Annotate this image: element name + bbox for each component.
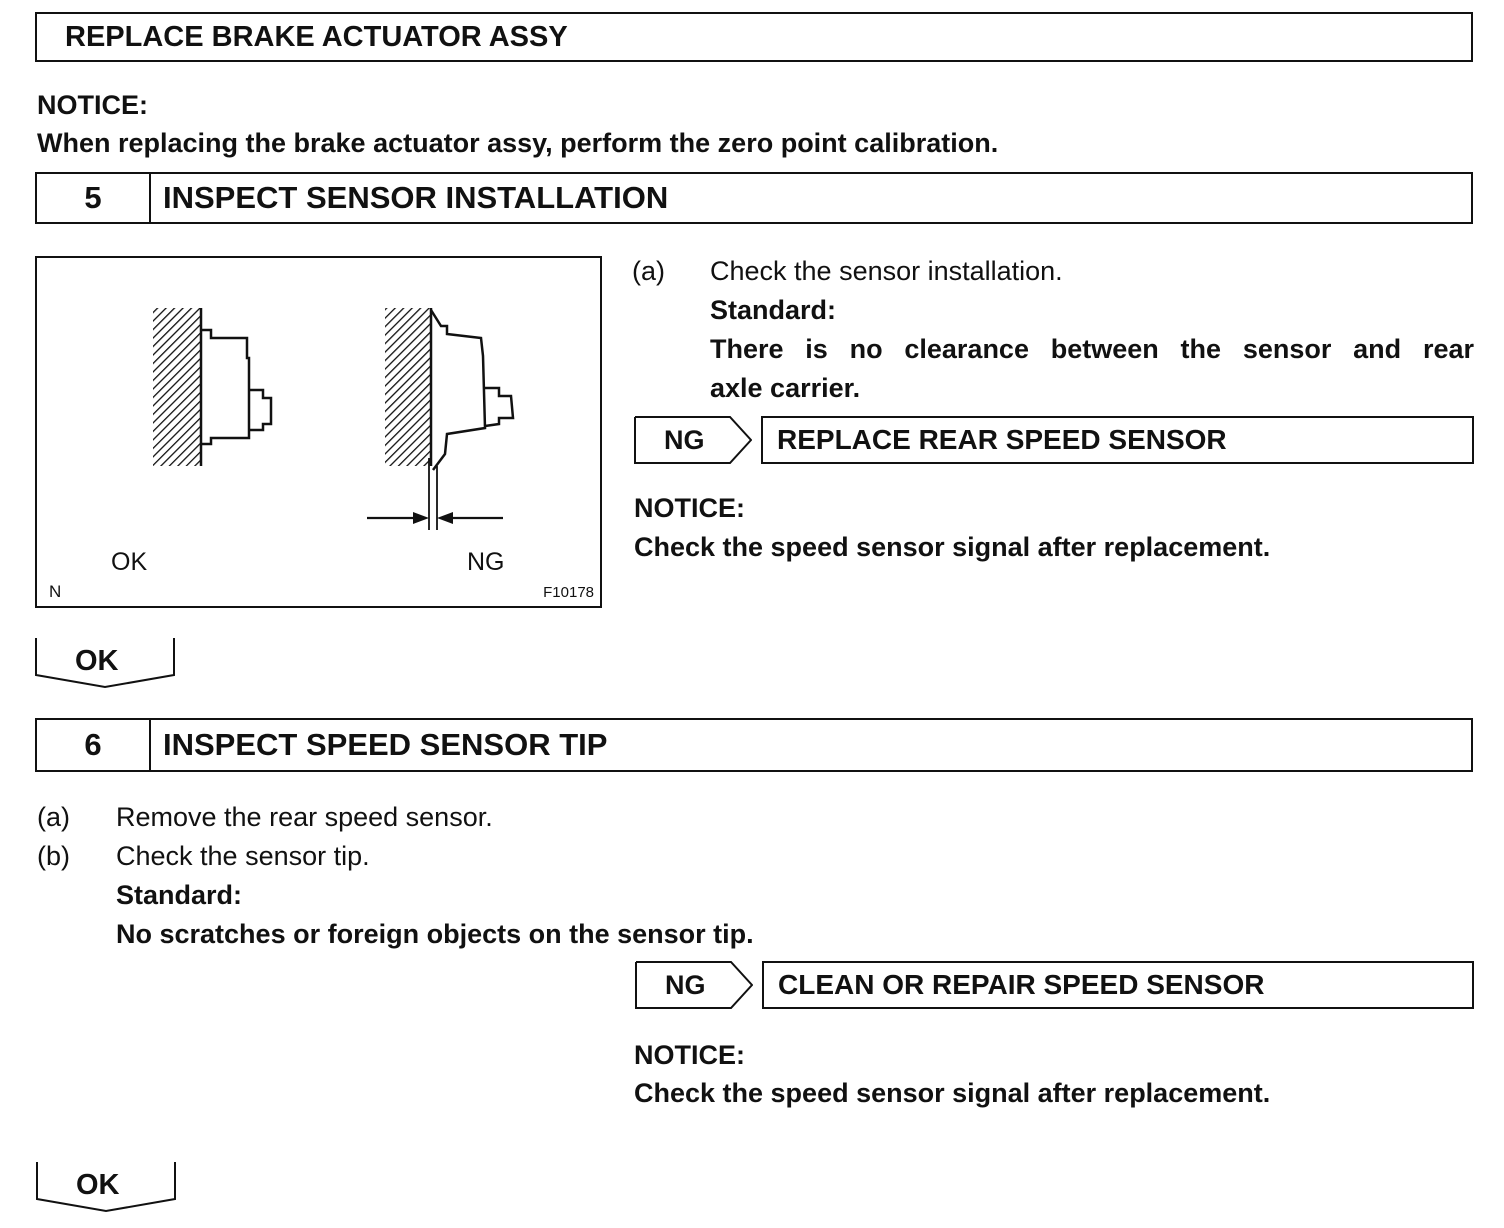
ng-result-box (761, 416, 1474, 464)
figure-corner-mark: N (49, 582, 62, 601)
figure-label-ok: OK (111, 548, 148, 576)
step6-standard-label: Standard: (116, 880, 243, 910)
step-title: INSPECT SENSOR INSTALLATION (163, 180, 669, 215)
ng-result-box (762, 961, 1474, 1009)
step6-standard-text: No scratches or foreign objects on the sensor tip. (116, 919, 754, 949)
figure-label-ng: NG (467, 548, 505, 576)
step-number: 6 (37, 720, 151, 770)
step6-item-a-text: Remove the rear speed sensor. (116, 802, 493, 832)
step6-notice-heading: NOTICE: (634, 1040, 745, 1070)
step5-notice-text: Check the speed sensor signal after replacement. (634, 532, 1271, 562)
sensor-installation-figure (35, 256, 602, 608)
step5-standard-line1: There is no clearance between the sensor and rear (710, 334, 1474, 364)
step5-ng-row (634, 416, 1474, 464)
step-number: 5 (37, 174, 151, 222)
ng-sensor-drawing (385, 308, 513, 530)
step6-notice-text: Check the speed sensor signal after replacement. (634, 1078, 1271, 1108)
step6-ok-tag (36, 1161, 176, 1213)
step-title: INSPECT SPEED SENSOR TIP (163, 727, 608, 762)
step6-ng-row (635, 961, 1474, 1009)
ok-sensor-drawing (153, 308, 271, 466)
section-title-box (35, 12, 1473, 62)
ng-tag (634, 416, 749, 464)
notice-text: When replacing the brake actuator assy, perform the zero point calibration. (37, 128, 999, 158)
section-title: REPLACE BRAKE ACTUATOR ASSY (65, 20, 568, 53)
ok-label: OK (75, 645, 119, 677)
step5-item-a-marker: (a) (632, 256, 665, 286)
ok-label: OK (76, 1169, 120, 1201)
step6-item-a-marker: (a) (37, 802, 70, 832)
step5-standard-label: Standard: (710, 295, 837, 325)
step-6-header (35, 718, 1473, 772)
notice-heading: NOTICE: (37, 90, 148, 120)
step-5-header (35, 172, 1473, 224)
ng-tag (635, 961, 750, 1009)
step6-item-b-text: Check the sensor tip. (116, 841, 370, 871)
step5-standard-line2: axle carrier. (710, 373, 861, 403)
step5-item-a-text: Check the sensor installation. (710, 256, 1063, 286)
step5-ok-tag (35, 637, 175, 689)
clearance-arrows (367, 512, 503, 524)
step5-notice-heading: NOTICE: (634, 493, 745, 523)
step6-item-b-marker: (b) (37, 841, 70, 871)
ng-label: NG (665, 970, 706, 1000)
ng-label: NG (664, 425, 705, 455)
figure-code: F10178 (543, 584, 594, 601)
ng-result-text: CLEAN OR REPAIR SPEED SENSOR (778, 969, 1265, 1000)
ng-result-text: REPLACE REAR SPEED SENSOR (777, 424, 1227, 455)
